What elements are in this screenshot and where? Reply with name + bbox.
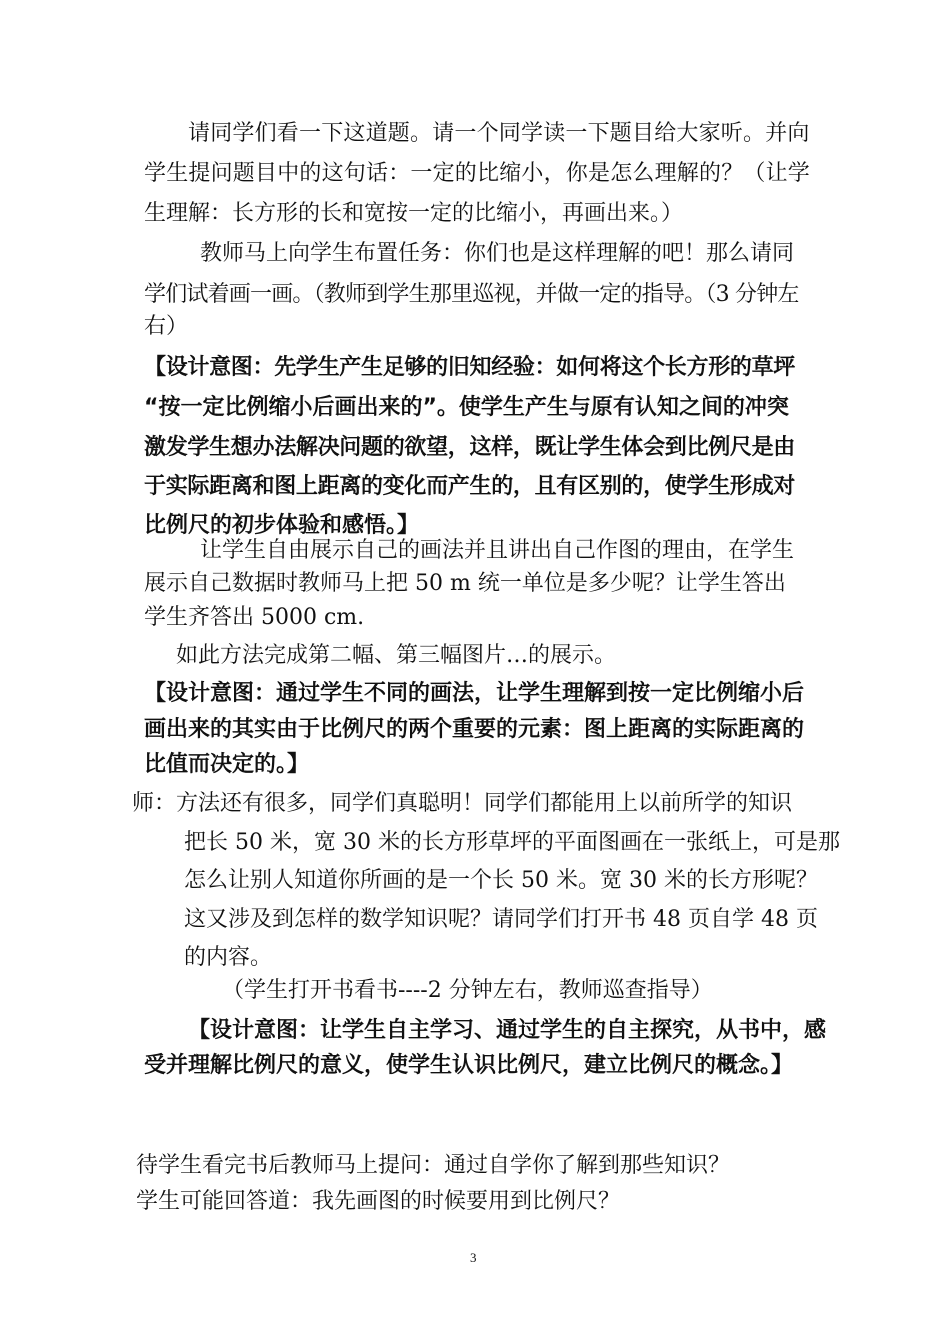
- design-intent-line: 【设计意图：通过学生不同的画法，让学生理解到按一定比例缩小后: [144, 681, 805, 706]
- text-line: 学生齐答出 5000 cm.: [144, 605, 365, 630]
- question-line: 待学生看完书后教师马上提问：通过自学你了解到那些知识？: [136, 1153, 731, 1178]
- design-intent-line: 比例尺的初步体验和感悟。】: [144, 513, 420, 538]
- text-line: 学生提问题目中的这句话：一定的比缩小，你是怎么理解的？（让学: [144, 161, 811, 186]
- teacher-line: 的内容。: [184, 945, 273, 970]
- design-intent-line: 比值而决定的。】: [144, 752, 310, 777]
- teacher-line: 怎么让别人知道你所画的是一个长 50 米。宽 30 米的长方形呢？: [184, 868, 818, 893]
- design-intent-line: “按一定比例缩小后画出来的”。使学生产生与原有认知之间的冲突: [144, 395, 789, 420]
- design-intent-line: 【设计意图：先学生产生足够的旧知经验：如何将这个长方形的草坪: [144, 355, 796, 380]
- teacher-line: 师：方法还有很多，同学们真聪明！同学们都能用上以前所学的知识: [132, 791, 793, 816]
- text-line: 展示自己数据时教师马上把 50 m 统一单位是多少呢？让学生答出: [144, 571, 786, 596]
- text-line: 生理解：长方形的长和宽按一定的比缩小，再画出来。）: [144, 201, 684, 226]
- teacher-line: 这又涉及到怎样的数学知识呢？请同学们打开书 48 页自学 48 页: [184, 907, 818, 932]
- text-line: （学生打开书看书----2 分钟左右，教师巡查指导）: [222, 978, 713, 1003]
- text-line: 教师马上向学生布置任务：你们也是这样理解的吧！那么请同: [200, 241, 795, 266]
- text-line: 右）: [144, 314, 189, 339]
- text-line: 让学生自由展示自己的画法并且讲出自己作图的理由，在学生: [200, 538, 795, 563]
- text-line: 如此方法完成第二幅、第三幅图片…的展示。: [176, 643, 617, 668]
- text-line: 请同学们看一下这道题。请一个同学读一下题目给大家听。并向: [188, 121, 810, 146]
- page-number: 3: [470, 1250, 477, 1265]
- text-line: 学们试着画一画。（教师到学生那里巡视，并做一定的指导。（3 分钟左: [144, 282, 799, 307]
- answer-line: 学生可能回答道：我先画图的时候要用到比例尺？: [136, 1189, 621, 1214]
- design-intent-line: 激发学生想办法解决问题的欲望，这样，既让学生体会到比例尺是由: [144, 435, 796, 460]
- design-intent-line: 于实际距离和图上距离的变化而产生的，且有区别的，使学生形成对: [144, 474, 796, 499]
- design-intent-line: 【设计意图：让学生自主学习、通过学生的自主探究，从书中，感: [188, 1018, 827, 1043]
- design-intent-line: 受并理解比例尺的意义，使学生认识比例尺，建立比例尺的概念。】: [144, 1053, 794, 1078]
- teacher-line: 把长 50 米，宽 30 米的长方形草坪的平面图画在一张纸上，可是那: [184, 830, 840, 855]
- design-intent-line: 画出来的其实由于比例尺的两个重要的元素：图上距离的实际距离的: [144, 717, 805, 742]
